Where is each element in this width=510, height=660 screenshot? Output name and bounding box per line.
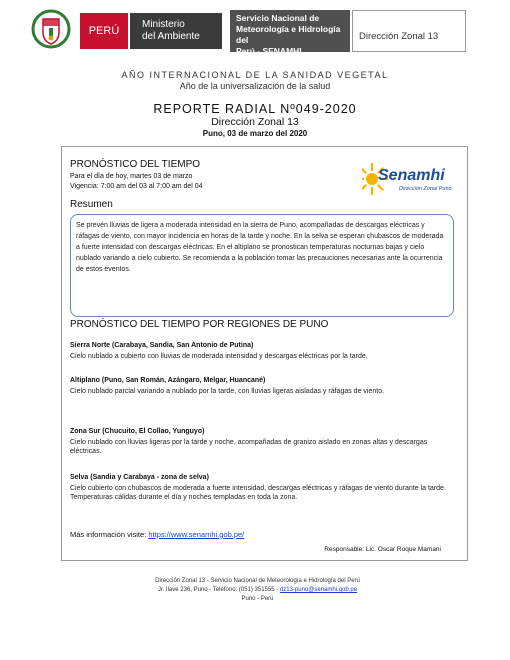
report-subtitle: Dirección Zonal 13 — [211, 116, 299, 128]
more-info-link[interactable]: https://www.senamhi.gob.pe/ — [148, 530, 245, 539]
region-block-title: Zona Sur (Chucuito, El Collao, Yunguyo) — [70, 428, 205, 435]
region-block-text: Cielo nublado con lluvias ligeras por la tarde y noche, acompañadas de granizo aislado en zonas altas y descargas eléctricas. — [70, 439, 428, 455]
region-block-title: Sierra Norte (Carabaya, Sandia, San Antonio de Putina) — [70, 342, 254, 349]
page-header — [0, 0, 510, 60]
senamhi-line-2: Meteorología e Hidrología del — [236, 24, 341, 45]
region-block-text: Cielo nublado parcial variando a nublado por la tarde, con lluvias ligeras aisladas y ráfagas de viento. — [70, 388, 385, 395]
summary-label: Resumen — [70, 199, 113, 210]
footer-line-2 — [90, 586, 425, 595]
ministry-label — [130, 13, 222, 49]
page-footer — [90, 577, 425, 604]
section-regions-heading: PRONÓSTICO DEL TIEMPO POR REGIONES DE PUNO — [70, 319, 329, 330]
report-date: Puno, 03 de marzo del 2020 — [202, 129, 308, 138]
report-title: REPORTE RADIAL Nº049-2020 — [153, 102, 357, 116]
footer-address: Jr. Ilave 236, Puno - Teléfono: (051) 351555 - — [157, 587, 279, 593]
region-block-text: Cielo cubierto con chubascos de moderada a fuerte intensidad, descargas eléctricas y ráfagas de viento durante la tarde. Temperaturas cálidas durante el día y noches templadas en toda la zona. — [70, 485, 446, 501]
senamhi-line-3: Perú - SENAMHI — [236, 46, 302, 56]
footer-email-link[interactable]: dz13-puno@senamhi.gob.pe — [279, 587, 358, 593]
senamhi-label — [230, 10, 350, 56]
more-info-label: Más información visite: — [70, 530, 147, 539]
peru-label: PERÚ — [80, 13, 128, 49]
ministry-line-2: del Ambiente — [142, 31, 200, 42]
footer-line-1: Dirección Zonal 13 - Servicio Nacional de Meteorología e Hidrología del Perú — [155, 578, 360, 584]
region-block-title: Selva (Sandia y Carabaya - zona de selva) — [70, 474, 209, 481]
footer-line-3: Puno - Perú — [241, 596, 274, 602]
forecast-day-line: Para el día de hoy, martes 03 de marzo — [70, 173, 193, 180]
section-forecast-heading: PRONÓSTICO DEL TIEMPO — [70, 159, 201, 170]
more-info — [70, 530, 244, 539]
peru-coat-of-arms-icon — [30, 8, 72, 50]
year-motto-2: Año de la universalización de la salud — [179, 81, 331, 91]
responsible-line: Responsable: Lic. Oscar Roque Mamani — [324, 546, 441, 553]
summary-text: Se prevén lluvias de ligera a moderada intensidad en la sierra de Puno, acompañadas de descargas eléctricas y ráfagas de viento, con mayor incidencia en horas de la tarde y noche. En la selva se esperan chubascos de moderada a fuerte intensidad con descargas eléctricas. En el altiplano se pronostican temperaturas nocturnas bajas y cielo nublado variando a cielo cubierto. Se recomienda a la población tomar las precauciones necesarias ante la ocurrencia de estos eventos. — [76, 222, 444, 273]
senamhi-logo-word: Senamhi — [378, 167, 445, 184]
year-motto-1: AÑO INTERNACIONAL DE LA SANIDAD VEGETAL — [121, 70, 389, 80]
zonal-label: Dirección Zonal 13 — [352, 10, 466, 52]
senamhi-line-1: Servicio Nacional de — [236, 13, 320, 23]
senamhi-logo-tagline: Dirección Zonal Puno — [399, 186, 452, 192]
region-block-title: Altiplano (Puno, San Román, Azángaro, Melgar, Huancané) — [70, 377, 266, 384]
forecast-validity-line: Vigencia: 7:00 am del 03 al 7:00 am del 04 — [70, 183, 203, 190]
region-block-text: Cielo nublado a cubierto con lluvias de moderada intensidad y descargas eléctricas por la tarde. — [70, 353, 368, 360]
ministry-line-1: Ministerio — [142, 19, 185, 30]
